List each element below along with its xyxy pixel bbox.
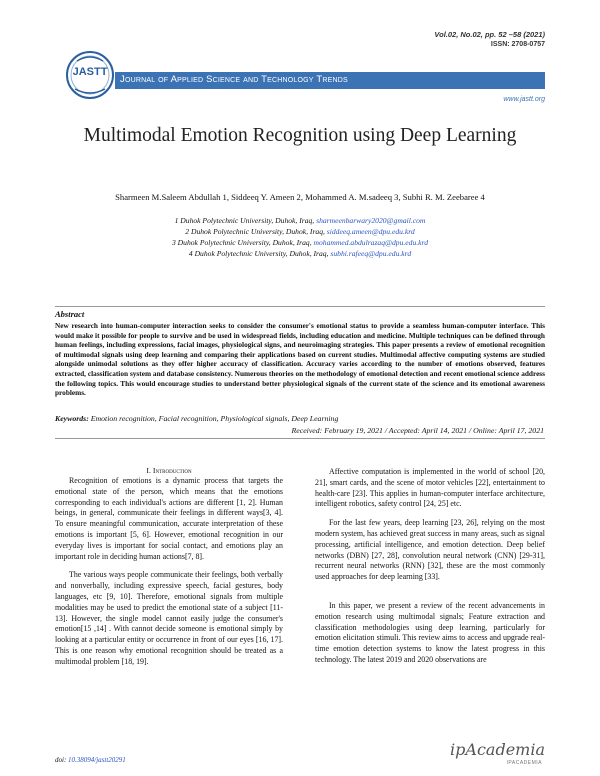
keywords: Keywords: Emotion recognition, Facial recognition, Physiological signals, Deep Learning — [55, 414, 339, 423]
affiliation-2: 2 Duhok Polytechnic University, Duhok, Iraq, siddeeq.ameen@dpu.edu.krd — [185, 227, 415, 236]
affiliation-4: 4 Duhok Polytechnic University, Duhok, Iraq, subhi.rafeeq@dpu.edu.krd — [188, 249, 412, 258]
section-heading-introduction: I. Introduction — [146, 466, 192, 475]
left-column — [55, 476, 283, 676]
doi: doi: 10.38094/jastt20291 — [55, 756, 126, 764]
divider — [55, 306, 545, 307]
paper-title: Multimodal Emotion Recognition using Deep Learning — [83, 125, 517, 146]
abstract-text: New research into human-computer interaction seeks to consider the consumer's emotional status to provide a seamless human-computer interface. This would make it possible for people to survive and be used in widespread fields, including education and medicine. Multiple techniques can be defined through human feelings, including expressions, facial images, physiological signs, and neuroimaging strategies. This paper presents a review of emotional recognition of multimodal signals using deep learning and comparing their applications based on current studies. Multimodal affective computing systems are studied alongside unimodal solutions as they offer higher accuracy of classification. Accuracy varies according to the number of emotions observed, features extracted, classification system and database consistency. Numerous theories on the methodology of emotional detection and recent emotional science address the following topics. This would encourage studies to understand better physiological signals of the current state of the science and its emotional awareness problems. — [55, 321, 545, 398]
email-link[interactable]: siddeeq.ameen@dpu.edu.krd — [326, 227, 415, 236]
publisher-tag: IPACADEMIA — [506, 760, 542, 766]
author-list: Sharmeen M.Saleem Abdullah 1, Siddeeq Y. Ameen 2, Mohammed A. M.sadeeq 3, Subhi R. M. Zeebaree 4 — [115, 192, 485, 202]
received-dates: Received: February 19, 2021 / Accepted: April 14, 2021 / Online: April 17, 2021 — [291, 426, 544, 435]
email-link[interactable]: mohammed.abdulrazaq@dpu.edu.krd — [313, 238, 428, 247]
affiliation-1: 1 Duhok Polytechnic University, Duhok, Iraq, sharmeenbarwary2020@gmail.com — [174, 216, 426, 225]
email-link[interactable]: sharmeenbarwary2020@gmail.com — [316, 216, 426, 225]
paragraph: In this paper, we present a review of the recent advancements in emotion research using multimodal signals; Feature extraction and classification methodologies using deep learning, particularly for emotion elicitation stimuli. This review aims to access and upgrade real-time emotion detection systems to know the latest progress in this technology. The latest 2019 and 2020 observations are — [315, 600, 545, 664]
divider — [55, 438, 545, 439]
email-link[interactable]: subhi.rafeeq@dpu.edu.krd — [330, 249, 412, 258]
journal-title: Journal of Applied Science and Technology Trends — [120, 74, 348, 85]
publisher-logo: ipAcademia — [450, 740, 545, 759]
volume-info: Vol.02, No.02, pp. 52 –58 (2021) — [434, 30, 545, 39]
abstract-heading: Abstract — [55, 309, 85, 319]
paragraph: Recognition of emotions is a dynamic process that targets the emotional state of the person, which means that the emotions corresponding to each individual's actions are different [1, 2]. Human beings, in general, communicate their feelings in different ways[3, 4]. To ensure meaningful communication, accurate interpretation of these emotions is important [5, 6]. However, emotional recognition in our everyday lives is important for social contact, and emotions play an important role in deciding human actions[7, 8]. — [55, 476, 283, 561]
right-column — [315, 467, 545, 674]
paragraph: Affective computation is implemented in the world of school [20, 21], smart cards, and the scene of motor vehicles [22], entertainment to health-care [23]. This applies in human-computer interface architecture, intelligent robotics, safety control [24, 25] etc. — [315, 467, 545, 509]
issn: ISSN: 2708-0757 — [490, 41, 545, 48]
paragraph: The various ways people communicate their feelings, both verbally and nonverbally, including expressive speech, facial gestures, body languages, etc [9, 10]. Therefore, emotional signals from multiple modalities may be used to predict the emotional state of a subject [11-13]. However, the single model cannot easily judge the consumer's emotion[15 ,14] . With cannot decide someone is emotional simply by looking at a particular entity or occurrence in front of our eyes [16, 17]. This is one reason why emotional recognition should be treated as a multimodal problem [18, 19]. — [55, 570, 283, 666]
affiliation-3: 3 Duhok Polytechnic University, Duhok, Iraq, mohammed.abdulrazaq@dpu.edu.krd — [171, 238, 428, 247]
paragraph: For the last few years, deep learning [23, 26], relying on the most modern system, has achieved great success in many areas, such as signal processing, artificial intelligence, and emotion detection. Deep belief networks (DBN) [27, 28], convolution neural network (CNN) [29-31], recurrent neural networks (RNN) [32], these are the most commonly used approaches for deep learning [33]. — [315, 518, 545, 582]
doi-link[interactable]: 10.38094/jastt20291 — [68, 756, 126, 764]
logo-text: JASTT — [72, 66, 108, 78]
journal-website-link[interactable]: www.jastt.org — [503, 96, 545, 103]
